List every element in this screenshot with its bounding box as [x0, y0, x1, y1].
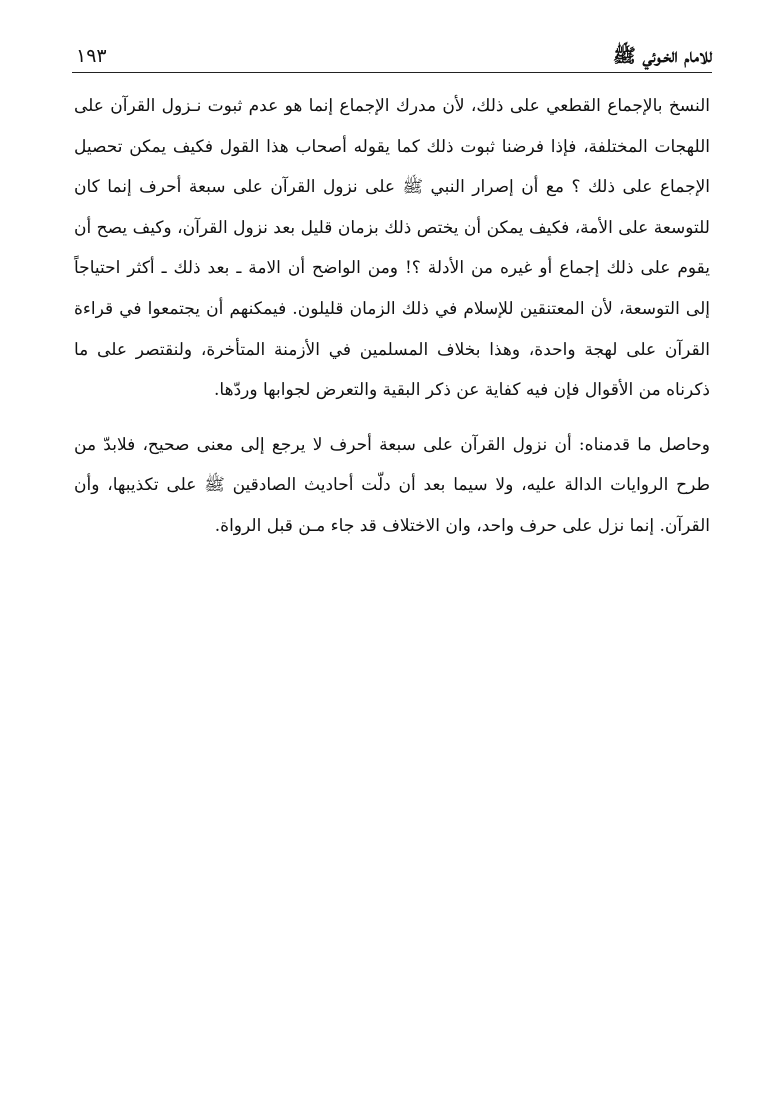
page-number: ١٩٣	[76, 45, 107, 67]
body-text	[74, 86, 710, 547]
paragraph-2: وحاصل ما قدمناه: أن نزول القرآن على سبعة أحرف لا يرجع إلى معنى صحيح، فلابدّ من طرح الروايات الدالة عليه، ولا سيما بعد أن دلّت أحاديث الصادقين ﷺ على تكذيبها، وأن القرآن. إنما نزل على حرف واحد، وان الاختلاف قد جاء مـن قبل الرواة.	[74, 434, 710, 536]
running-title: للامام الخـوئي ﷺ	[612, 45, 712, 67]
page-header	[72, 36, 712, 70]
header-rule	[72, 72, 712, 73]
paragraph-1: النسخ بالإجماع القطعي على ذلك، لأن مدرك الإجماع إنما هو عدم ثبوت نـزول القرآن على اللهجات المختلفة، فإذا فرضنا ثبوت ذلك كما يقوله أصحاب هذا القول فكيف يمكن تحصيل الإجماع على ذلك ؟ مع أن إصرار النبي ﷺ على نزول القرآن على سبعة أحرف إنما كان للتوسعة على الأمة، فكيف يمكن أن يختص ذلك بزمان قليل بعد نزول القرآن، وكيف يصح أن يقوم على ذلك إجماع أو غيره من الأدلة ؟! ومن الواضح أن الامة ـ بعد ذلك ـ أكثر احتياجاً إلى التوسعة، لأن المعتنقين للإسلام في ذلك الزمان قليلون. فيمكنهم أن يجتمعوا في قراءة القرآن على لهجة واحدة، وهذا بخلاف المسلمين في الأزمنة المتأخرة، ولنقتصر على ما ذكرناه من الأقوال فإن فيه كفاية عن ذكر البقية والتعرض لجوابها وردّها.	[74, 96, 710, 401]
